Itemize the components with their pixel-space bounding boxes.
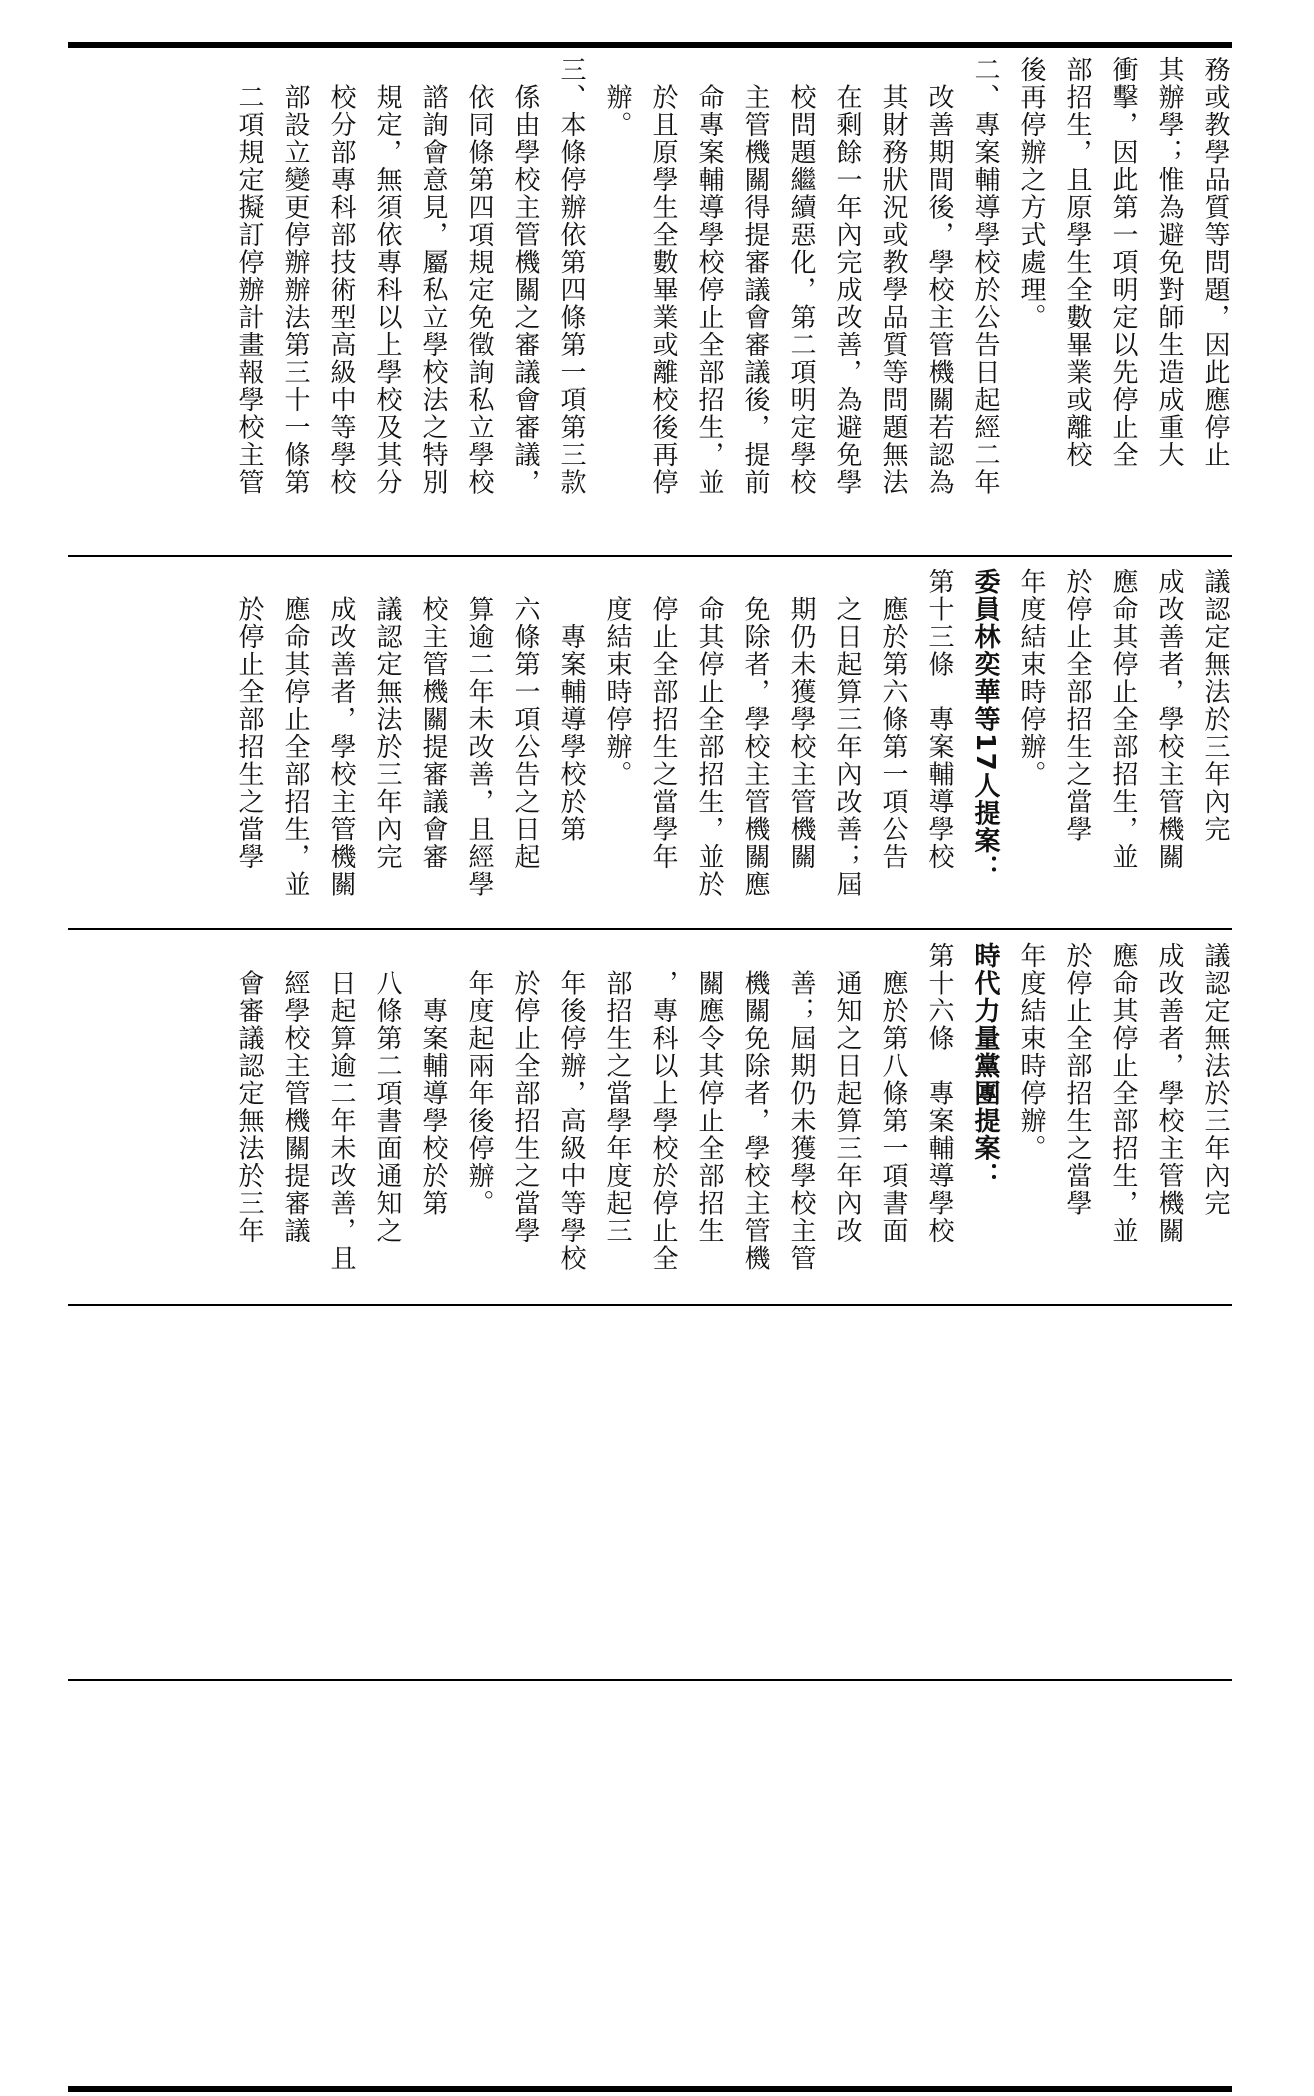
text-line: 於停止全部招生之當學 [234, 568, 264, 871]
text-line: 校主管機關提審議會審 [418, 568, 448, 871]
text-line: 議認定無法於三年內完 [372, 568, 402, 871]
top-border [68, 42, 1232, 48]
proposal-heading: 時代力量黨團提案： [970, 942, 1000, 1190]
text-line: 規定，無須依專科以上學校及其分 [372, 56, 402, 496]
text-line: 第十六條 專案輔導學校 [924, 942, 954, 1245]
text-line: 年度起兩年後停辦。 [464, 942, 494, 1217]
proposal-heading: 委員林奕華等17人提案： [970, 568, 1000, 883]
text-line: 在剩餘一年內完成改善，為避免學 [832, 56, 862, 496]
text-line: 於且原學生全數畢業或離校後再停 [648, 56, 678, 496]
text-line: 辦。 [602, 56, 632, 139]
text-line: 成改善者，學校主管機關 [326, 568, 356, 898]
text-line: 停止全部招生之當學年 [648, 568, 678, 871]
text-line: 年度結束時停辦。 [1016, 568, 1046, 788]
text-line: 專案輔導學校於第 [418, 942, 448, 1217]
npp-proposal-column [68, 942, 1238, 1294]
lin-proposal-column [68, 568, 1238, 920]
text-line: 議認定無法於三年內完 [1200, 568, 1230, 843]
text-line: 命專案輔導學校停止全部招生，並 [694, 56, 724, 496]
text-line: 係由學校主管機關之審議會審議， [510, 56, 540, 496]
text-line: 應命其停止全部招生，並 [1108, 942, 1138, 1245]
text-line: 二項規定擬訂停辦計畫報學校主管 [234, 56, 264, 496]
text-line: 之日起算三年內改善；屆 [832, 568, 862, 898]
explanation-column [68, 56, 1238, 546]
text-line: 依同條第四項規定免徵詢私立學校 [464, 56, 494, 496]
text-line: 二、專案輔導學校於公告日起經二年 [970, 56, 1000, 496]
text-line: 年後停辦，高級中等學校 [556, 942, 586, 1272]
text-line: 諮詢會意見，屬私立學校法之特別 [418, 56, 448, 496]
text-line: 改善期間後，學校主管機關若認為 [924, 56, 954, 496]
text-line: 關應令其停止全部招生 [694, 942, 724, 1245]
text-line: 年度結束時停辦。 [1016, 942, 1046, 1162]
text-line: 成改善者，學校主管機關 [1154, 942, 1184, 1245]
text-line: 善；屆期仍未獲學校主管 [786, 942, 816, 1272]
text-line: 八條第二項書面通知之 [372, 942, 402, 1245]
section-divider-1 [68, 555, 1232, 557]
text-line: 第十三條 專案輔導學校 [924, 568, 954, 871]
text-line: 專案輔導學校於第 [556, 568, 586, 843]
text-line: 算逾二年未改善，且經學 [464, 568, 494, 898]
text-line: 命其停止全部招生，並於 [694, 568, 724, 898]
text-line: 衝擊，因此第一項明定以先停止全 [1108, 56, 1138, 469]
text-line: 應於第八條第一項書面 [878, 942, 908, 1245]
text-line: 後再停辦之方式處理。 [1016, 56, 1046, 331]
text-line: 其辦學；惟為避免對師生造成重大 [1154, 56, 1184, 469]
text-line: 三、本條停辦依第四條第一項第三款 [556, 56, 586, 496]
text-line: 通知之日起算三年內改 [832, 942, 862, 1245]
text-line: 日起算逾二年未改善，且 [326, 942, 356, 1272]
text-line: 度結束時停辦。 [602, 568, 632, 788]
text-line: 部設立變更停辦辦法第三十一條第 [280, 56, 310, 496]
text-line: 成改善者，學校主管機關 [1154, 568, 1184, 871]
text-line: 六條第一項公告之日起 [510, 568, 540, 871]
section-divider-2 [68, 928, 1232, 930]
text-line: 務或教學品質等問題，因此應停止 [1200, 56, 1230, 469]
text-line: 部招生，且原學生全數畢業或離校 [1062, 56, 1092, 469]
text-line: 期仍未獲學校主管機關 [786, 568, 816, 871]
text-line: ，專科以上學校於停止全 [648, 942, 678, 1272]
text-line: 議認定無法於三年內完 [1200, 942, 1230, 1217]
text-line: 部招生之當學年度起三 [602, 942, 632, 1245]
text-line: 於停止全部招生之當學 [1062, 568, 1092, 843]
text-line: 應命其停止全部招生，並 [1108, 568, 1138, 871]
text-line: 經學校主管機關提審議 [280, 942, 310, 1245]
text-line: 機關免除者，學校主管機 [740, 942, 770, 1272]
text-line: 其財務狀況或教學品質等問題無法 [878, 56, 908, 496]
text-line: 校問題繼續惡化，第二項明定學校 [786, 56, 816, 496]
text-line: 應於第六條第一項公告 [878, 568, 908, 871]
text-line: 於停止全部招生之當學 [510, 942, 540, 1245]
text-line: 主管機關得提審議會審議後，提前 [740, 56, 770, 496]
section-divider-4 [68, 1679, 1232, 1681]
empty-section [68, 1306, 1232, 1678]
text-line: 應命其停止全部招生，並 [280, 568, 310, 898]
text-line: 於停止全部招生之當學 [1062, 942, 1092, 1217]
text-line: 校分部專科部技術型高級中等學校 [326, 56, 356, 496]
text-line: 免除者，學校主管機關應 [740, 568, 770, 898]
text-line: 會審議認定無法於三年 [234, 942, 264, 1245]
bottom-border [68, 2086, 1232, 2092]
